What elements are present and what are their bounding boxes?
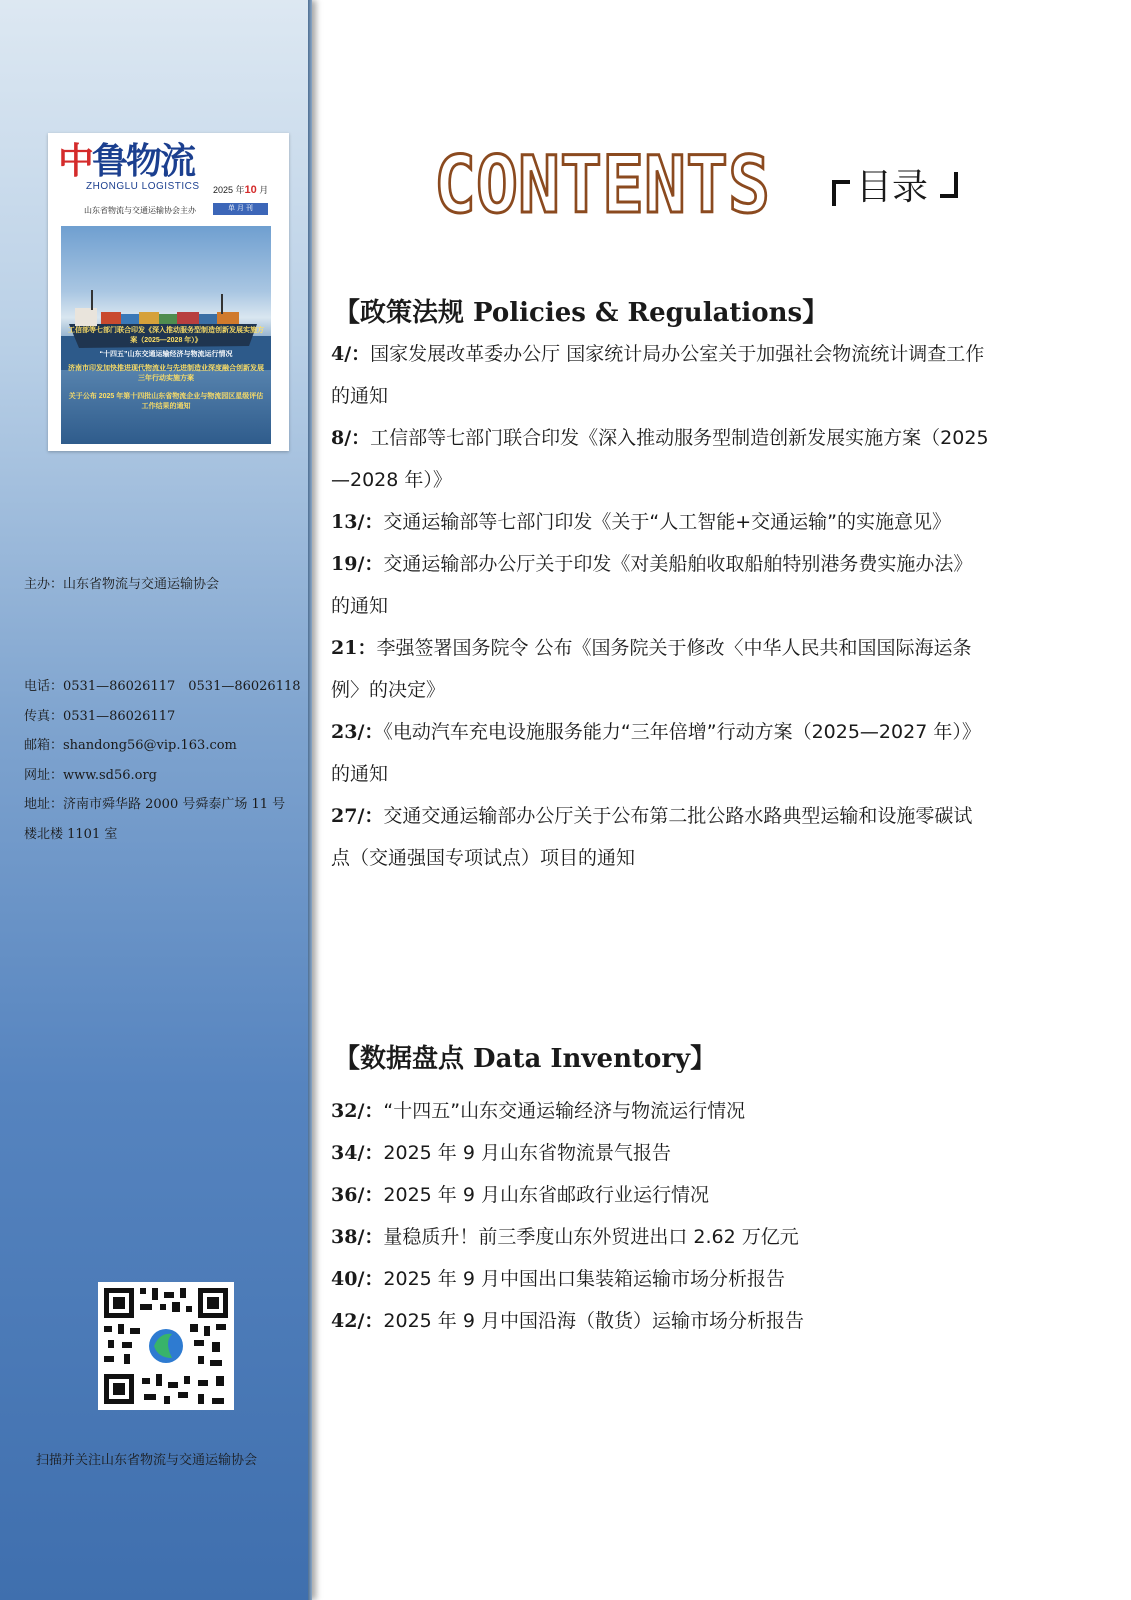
cover-photo <box>61 226 271 444</box>
toc-page-number: 13/： <box>331 511 384 533</box>
toc-page-number: 8/： <box>331 427 371 449</box>
toc-item-title: 量稳质升！前三季度山东外贸进出口 2.62 万亿元 <box>383 1226 799 1248</box>
toc-page-number: 34/： <box>331 1142 384 1164</box>
toc-item[interactable] <box>331 1090 991 1132</box>
contents-heading <box>434 150 774 220</box>
toc-list-data <box>331 1090 991 1342</box>
toc-item-title: 国家发展改革委办公厅 国家统计局办公室关于加强社会物流统计调查工作的通知 <box>331 343 985 407</box>
toc-item[interactable] <box>331 417 991 501</box>
sponsor-line: 主办：山东省物流与交通运输协会 <box>24 576 220 591</box>
bracket-left-icon <box>832 178 852 208</box>
cover-month-unit: 月 <box>256 185 269 195</box>
cover-headline-4: 关于公布 2025 年第十四批山东省物流企业与物流园区星级评估工作结果的通知 <box>68 393 264 410</box>
toc-page-number: 19/： <box>331 553 384 575</box>
magazine-cover[interactable] <box>48 133 289 451</box>
toc-page-number: 40/： <box>331 1268 384 1290</box>
toc-item[interactable] <box>331 1174 991 1216</box>
toc-item-title: 2025 年 9 月山东省物流景气报告 <box>383 1142 671 1164</box>
cover-headline-3: 济南市印发加快推进现代物流业与先进制造业深度融合创新发展三年行动实施方案 <box>68 365 264 382</box>
toc-item-title: 2025 年 9 月山东省邮政行业运行情况 <box>383 1184 709 1206</box>
toc-item[interactable] <box>331 795 991 879</box>
toc-item[interactable] <box>331 1300 991 1342</box>
toc-item-title: 李强签署国务院令 公布《国务院关于修改〈中华人民共和国国际海运条例〉的决定》 <box>331 637 972 701</box>
contact-email[interactable]: 邮箱：shandong56@vip.163.com <box>24 738 237 753</box>
cover-org: 山东省物流与交通运输协会主办 <box>84 206 196 215</box>
toc-item-title: 2025 年 9 月中国出口集装箱运输市场分析报告 <box>383 1268 785 1290</box>
qr-code-icon[interactable] <box>98 1282 234 1410</box>
bracket-right-icon <box>938 170 958 200</box>
cover-year: 2025 年 <box>213 185 245 195</box>
toc-item-title: “十四五”山东交通运输经济与物流运行情况 <box>383 1100 746 1122</box>
contents-heading-text: CONTENTS <box>434 150 770 220</box>
contact-website[interactable]: 网址：www.sd56.org <box>24 767 158 783</box>
toc-item-title: 交通运输部等七部门印发《关于“人工智能+交通运输”的实施意见》 <box>383 511 951 533</box>
cover-frequency-badge: 单 月 刊 <box>213 203 268 215</box>
toc-page-number: 42/： <box>331 1310 384 1332</box>
toc-item[interactable] <box>331 1258 991 1300</box>
toc-item[interactable] <box>331 627 991 711</box>
qr-caption: 扫描并关注山东省物流与交通运输协会 <box>36 1452 258 1467</box>
toc-page-number: 32/： <box>331 1100 384 1122</box>
cover-headline-2: “十四五”山东交通运输经济与物流运行情况 <box>99 351 233 358</box>
sidebar-edge <box>308 0 312 1600</box>
toc-item-title: 《电动汽车充电设施服务能力“三年倍增”行动方案（2025—2027 年）》的通知 <box>331 721 981 785</box>
cover-date <box>213 183 268 196</box>
cover-logo: 中鲁物流 <box>58 140 195 182</box>
contact-address-2: 楼北楼 1101 室 <box>24 826 118 842</box>
toc-item[interactable] <box>331 1132 991 1174</box>
toc-list-policies <box>331 333 991 879</box>
toc-item[interactable] <box>331 543 991 627</box>
cover-logo-rest: 鲁物流 <box>92 140 195 182</box>
contact-block <box>24 672 304 849</box>
mulu-title: 目录 <box>856 166 929 207</box>
cover-logo-en: ZHONGLU LOGISTICS <box>86 181 200 192</box>
toc-page-number: 36/： <box>331 1184 384 1206</box>
toc-page-number: 27/： <box>331 805 384 827</box>
contact-fax: 传真：0531—86026117 <box>24 708 176 724</box>
toc-item-title: 工信部等七部门联合印发《深入推动服务型制造创新发展实施方案（2025—2028 年）》 <box>331 427 989 491</box>
toc-item[interactable] <box>331 333 991 417</box>
toc-item[interactable] <box>331 501 991 543</box>
toc-item-title: 2025 年 9 月中国沿海（散货）运输市场分析报告 <box>383 1310 804 1332</box>
toc-page-number: 38/： <box>331 1226 384 1248</box>
cover-month: 10 <box>244 184 257 196</box>
contact-phone: 电话：0531—86026117 0531—86026118 <box>24 679 301 694</box>
toc-page-number: 23/： <box>331 721 384 743</box>
section-title-policies: 【政策法规 Policies & Regulations】 <box>334 298 829 328</box>
toc-page-number: 21： <box>331 637 377 659</box>
toc-item[interactable] <box>331 711 991 795</box>
cover-headline-1: 工信部等七部门联合印发《深入推动服务型制造创新发展实施方案（2025—2028 年）》 <box>68 327 264 344</box>
toc-page-number: 4/： <box>331 343 371 365</box>
toc-item[interactable] <box>331 1216 991 1258</box>
toc-item-title: 交通交通运输部办公厅关于公布第二批公路水路典型运输和设施零碳试点（交通强国专项试点）项目的通知 <box>331 805 973 869</box>
contact-address: 地址：济南市舜华路 2000 号舜泰广场 11 号 <box>24 797 286 812</box>
toc-item-title: 交通运输部办公厅关于印发《对美船舶收取船舶特别港务费实施办法》的通知 <box>331 553 973 617</box>
section-title-data: 【数据盘点 Data Inventory】 <box>334 1044 717 1074</box>
